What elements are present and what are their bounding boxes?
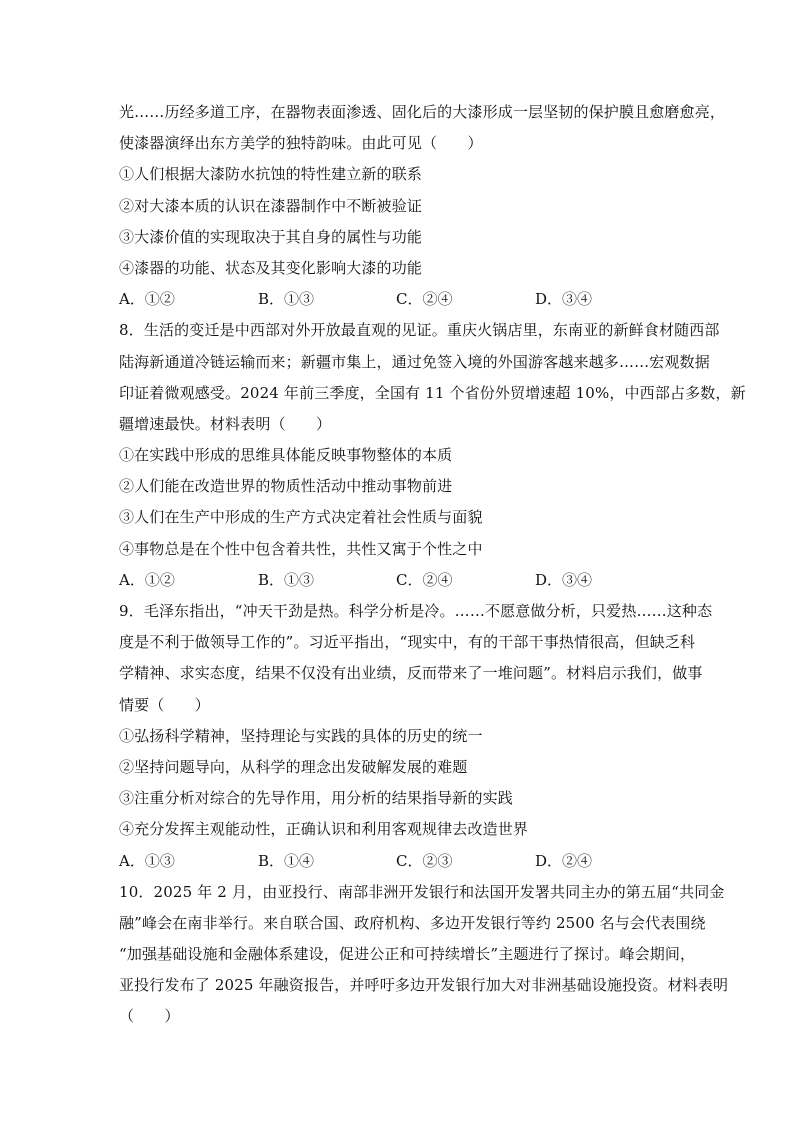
option-d: D．③④ <box>535 570 593 589</box>
option-c: C．②④ <box>396 570 453 589</box>
question-7-item-4: ④漆器的功能、状态及其变化影响大漆的功能 <box>119 258 423 277</box>
question-8-item-3: ③人们在生产中形成的生产方式决定着社会性质与面貌 <box>119 508 483 527</box>
option-a: A．①③ <box>119 851 175 870</box>
question-8-options <box>119 565 679 596</box>
option-d: D．③④ <box>535 290 593 309</box>
option-a: A．①② <box>119 290 175 309</box>
option-c: C．②③ <box>396 851 453 870</box>
question-10-stem-line: （ ） <box>119 1007 180 1026</box>
question-8-item-4: ④事物总是在个性中包含着共性，共性又寓于个性之中 <box>119 539 483 558</box>
question-9-options <box>119 846 679 877</box>
question-9-item-1: ①弘扬科学精神，坚持理论与实践的具体的历史的统一 <box>119 726 483 745</box>
question-9-stem-line: 度是不利于做领导工作的”。习近平指出，“现实中，有的干部干事热情很高，但缺乏科 <box>119 633 696 652</box>
question-9-item-3: ③注重分析对综合的先导作用，用分析的结果指导新的实践 <box>119 789 513 808</box>
question-8-stem-line: 印证着微观感受。2024 年前三季度，全国有 11 个省份外贸增速超 10%，中西部占多数，新 <box>119 383 746 402</box>
question-8-item-1: ①在实践中形成的思维具体能反映事物整体的本质 <box>119 446 453 465</box>
option-a: A．①② <box>119 570 175 589</box>
question-7-item-1: ①人们根据大漆防水抗蚀的特性建立新的联系 <box>119 165 423 184</box>
question-9-item-4: ④充分发挥主观能动性，正确认识和利用客观规律去改造世界 <box>119 820 529 839</box>
question-8-stem-line: 8．生活的变迁是中西部对外开放最直观的见证。重庆火锅店里，东南亚的新鲜食材随西部 <box>119 321 720 340</box>
question-7-options <box>119 284 679 315</box>
question-8-stem-line: 疆增速最快。材料表明（ ） <box>119 414 332 433</box>
question-10-stem-line: 融”峰会在南非举行。来自联合国、政府机构、多边开发银行等约 2500 名与会代表围绕 <box>119 913 706 932</box>
option-b: B．①③ <box>258 290 315 309</box>
option-b: B．①④ <box>258 851 315 870</box>
question-10-stem-line: 10．2025 年 2 月，由亚投行、南部非洲开发银行和法国开发署共同主办的第五届“共同金 <box>119 882 725 901</box>
question-10 <box>119 877 729 1033</box>
question-9-stem-line: 9．毛泽东指出，“冲天干劲是热。科学分析是冷。……不愿意做分析，只爱热……这种态 <box>119 602 713 620</box>
question-9-item-2: ②坚持问题导向，从科学的理念出发破解发展的难题 <box>119 757 468 776</box>
question-9-stem-line: 学精神、求实态度，结果不仅没有出业绩，反而带来了一堆问题”。材料启示我们，做事 <box>119 664 703 683</box>
question-7-stem-line: 光……历经多道工序，在器物表面渗透、固化后的大漆形成一层坚韧的保护膜且愈磨愈亮， <box>119 103 726 121</box>
question-10-stem-line: 亚投行发布了 2025 年融资报告，并呼吁多边开发银行加大对非洲基础设施投资。材料表明 <box>119 976 729 995</box>
question-9-stem-line: 情要（ ） <box>119 695 210 714</box>
question-7-item-2: ②对大漆本质的认识在漆器制作中不断被验证 <box>119 196 423 215</box>
option-d: D．②④ <box>535 851 593 870</box>
exam-page <box>119 97 746 1033</box>
question-10-stem-line: “加强基础设施和金融体系建设，促进公正和可持续增长”主题进行了探讨。峰会期间， <box>119 945 696 964</box>
question-8 <box>119 315 746 596</box>
question-9 <box>119 596 713 877</box>
question-7 <box>119 97 726 315</box>
option-b: B．①③ <box>258 570 315 589</box>
question-7-stem-line: 使漆器演绎出东方美学的独特韵味。由此可见（ ） <box>119 134 483 153</box>
question-8-item-2: ②人们能在改造世界的物质性活动中推动事物前进 <box>119 477 453 496</box>
question-7-item-3: ③大漆价值的实现取决于其自身的属性与功能 <box>119 227 423 246</box>
question-8-stem-line: 陆海新通道冷链运输而来；新疆市集上，通过免签入境的外国游客越来越多……宏观数据 <box>119 352 710 371</box>
option-c: C．②④ <box>396 290 453 309</box>
